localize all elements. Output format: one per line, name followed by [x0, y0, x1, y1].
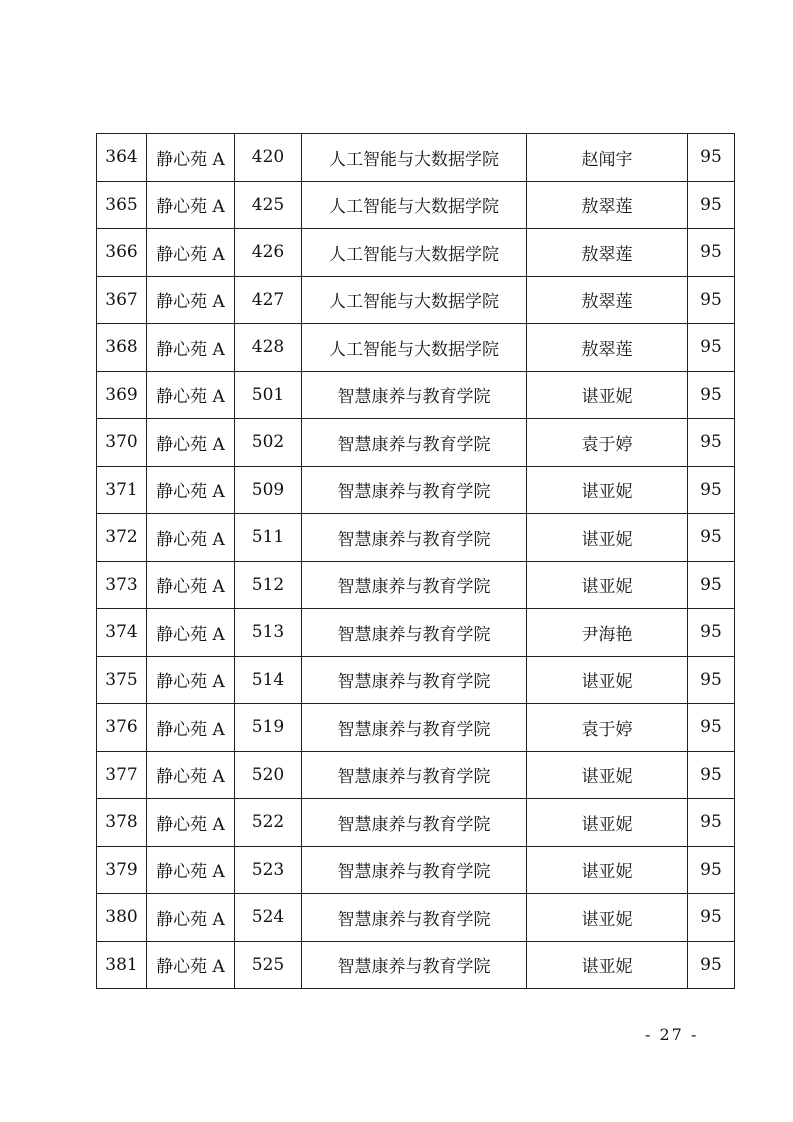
row-number-cell: 378: [97, 799, 147, 847]
teacher-cell: 谌亚妮: [527, 466, 688, 514]
room-number-cell: 513: [235, 609, 302, 657]
college-cell: 智慧康养与教育学院: [302, 371, 527, 419]
table-row: [97, 514, 735, 562]
building-cell: 静心苑 A: [147, 466, 235, 514]
college-cell: 智慧康养与教育学院: [302, 751, 527, 799]
row-number-cell: 365: [97, 181, 147, 229]
row-number-cell: 375: [97, 656, 147, 704]
teacher-cell: 尹海艳: [527, 609, 688, 657]
building-cell: 静心苑 A: [147, 941, 235, 989]
score-cell: 95: [688, 324, 735, 372]
college-cell: 智慧康养与教育学院: [302, 466, 527, 514]
college-cell: 智慧康养与教育学院: [302, 561, 527, 609]
table-row: [97, 894, 735, 942]
building-cell: 静心苑 A: [147, 276, 235, 324]
score-cell: 95: [688, 514, 735, 562]
table-row: [97, 134, 735, 182]
room-number-cell: 520: [235, 751, 302, 799]
row-number-cell: 379: [97, 846, 147, 894]
teacher-cell: 敖翠莲: [527, 181, 688, 229]
teacher-cell: 敖翠莲: [527, 276, 688, 324]
room-number-cell: 427: [235, 276, 302, 324]
room-number-cell: 523: [235, 846, 302, 894]
dormitory-score-table: [96, 133, 735, 989]
table-row: [97, 704, 735, 752]
score-cell: 95: [688, 751, 735, 799]
college-cell: 智慧康养与教育学院: [302, 419, 527, 467]
college-cell: 智慧康养与教育学院: [302, 656, 527, 704]
row-number-cell: 371: [97, 466, 147, 514]
score-cell: 95: [688, 371, 735, 419]
score-cell: 95: [688, 561, 735, 609]
building-cell: 静心苑 A: [147, 371, 235, 419]
table-row: [97, 181, 735, 229]
teacher-cell: 谌亚妮: [527, 371, 688, 419]
table-row: [97, 276, 735, 324]
table-row: [97, 846, 735, 894]
college-cell: 智慧康养与教育学院: [302, 941, 527, 989]
score-cell: 95: [688, 276, 735, 324]
teacher-cell: 谌亚妮: [527, 894, 688, 942]
row-number-cell: 364: [97, 134, 147, 182]
building-cell: 静心苑 A: [147, 799, 235, 847]
room-number-cell: 511: [235, 514, 302, 562]
teacher-cell: 敖翠莲: [527, 229, 688, 277]
building-cell: 静心苑 A: [147, 704, 235, 752]
building-cell: 静心苑 A: [147, 419, 235, 467]
building-cell: 静心苑 A: [147, 609, 235, 657]
table-body: [97, 134, 735, 989]
teacher-cell: 赵闻宇: [527, 134, 688, 182]
score-cell: 95: [688, 466, 735, 514]
building-cell: 静心苑 A: [147, 751, 235, 799]
college-cell: 人工智能与大数据学院: [302, 324, 527, 372]
college-cell: 智慧康养与教育学院: [302, 514, 527, 562]
building-cell: 静心苑 A: [147, 134, 235, 182]
room-number-cell: 514: [235, 656, 302, 704]
building-cell: 静心苑 A: [147, 846, 235, 894]
college-cell: 人工智能与大数据学院: [302, 276, 527, 324]
building-cell: 静心苑 A: [147, 656, 235, 704]
row-number-cell: 372: [97, 514, 147, 562]
table-row: [97, 371, 735, 419]
teacher-cell: 谌亚妮: [527, 751, 688, 799]
room-number-cell: 509: [235, 466, 302, 514]
college-cell: 智慧康养与教育学院: [302, 704, 527, 752]
row-number-cell: 370: [97, 419, 147, 467]
college-cell: 人工智能与大数据学院: [302, 229, 527, 277]
building-cell: 静心苑 A: [147, 181, 235, 229]
teacher-cell: 谌亚妮: [527, 514, 688, 562]
room-number-cell: 512: [235, 561, 302, 609]
room-number-cell: 501: [235, 371, 302, 419]
building-cell: 静心苑 A: [147, 324, 235, 372]
table-row: [97, 229, 735, 277]
score-cell: 95: [688, 894, 735, 942]
teacher-cell: 谌亚妮: [527, 656, 688, 704]
score-cell: 95: [688, 229, 735, 277]
room-number-cell: 519: [235, 704, 302, 752]
score-cell: 95: [688, 181, 735, 229]
building-cell: 静心苑 A: [147, 229, 235, 277]
room-number-cell: 522: [235, 799, 302, 847]
table-row: [97, 751, 735, 799]
table-row: [97, 609, 735, 657]
college-cell: 智慧康养与教育学院: [302, 846, 527, 894]
room-number-cell: 428: [235, 324, 302, 372]
score-cell: 95: [688, 846, 735, 894]
table-row: [97, 419, 735, 467]
college-cell: 人工智能与大数据学院: [302, 134, 527, 182]
row-number-cell: 380: [97, 894, 147, 942]
college-cell: 智慧康养与教育学院: [302, 609, 527, 657]
row-number-cell: 373: [97, 561, 147, 609]
college-cell: 智慧康养与教育学院: [302, 894, 527, 942]
row-number-cell: 366: [97, 229, 147, 277]
college-cell: 人工智能与大数据学院: [302, 181, 527, 229]
score-cell: 95: [688, 704, 735, 752]
row-number-cell: 381: [97, 941, 147, 989]
room-number-cell: 525: [235, 941, 302, 989]
score-cell: 95: [688, 799, 735, 847]
score-cell: 95: [688, 656, 735, 704]
row-number-cell: 369: [97, 371, 147, 419]
table-row: [97, 799, 735, 847]
room-number-cell: 524: [235, 894, 302, 942]
room-number-cell: 502: [235, 419, 302, 467]
score-cell: 95: [688, 609, 735, 657]
teacher-cell: 敖翠莲: [527, 324, 688, 372]
row-number-cell: 367: [97, 276, 147, 324]
teacher-cell: 谌亚妮: [527, 941, 688, 989]
building-cell: 静心苑 A: [147, 561, 235, 609]
teacher-cell: 谌亚妮: [527, 846, 688, 894]
row-number-cell: 376: [97, 704, 147, 752]
building-cell: 静心苑 A: [147, 514, 235, 562]
row-number-cell: 377: [97, 751, 147, 799]
building-cell: 静心苑 A: [147, 894, 235, 942]
teacher-cell: 谌亚妮: [527, 561, 688, 609]
table-row: [97, 941, 735, 989]
teacher-cell: 袁于婷: [527, 704, 688, 752]
table-row: [97, 324, 735, 372]
table-row: [97, 656, 735, 704]
room-number-cell: 425: [235, 181, 302, 229]
row-number-cell: 374: [97, 609, 147, 657]
room-number-cell: 426: [235, 229, 302, 277]
college-cell: 智慧康养与教育学院: [302, 799, 527, 847]
score-cell: 95: [688, 941, 735, 989]
table-row: [97, 561, 735, 609]
teacher-cell: 谌亚妮: [527, 799, 688, 847]
row-number-cell: 368: [97, 324, 147, 372]
page-number: - 27 -: [645, 1025, 699, 1044]
score-cell: 95: [688, 134, 735, 182]
table-row: [97, 466, 735, 514]
room-number-cell: 420: [235, 134, 302, 182]
score-cell: 95: [688, 419, 735, 467]
teacher-cell: 袁于婷: [527, 419, 688, 467]
